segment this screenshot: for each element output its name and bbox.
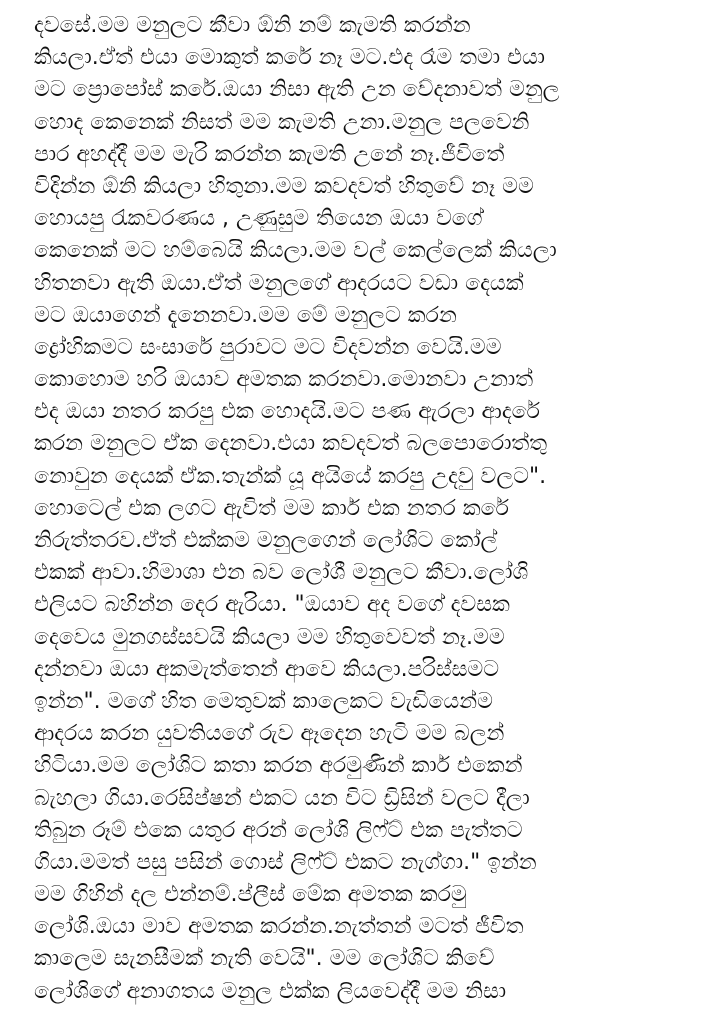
text-line: නොවුන දෙයක් ඒක.තැන්ක් යූ අයියේ කරපු උදවු වලට". bbox=[34, 463, 547, 489]
text-line: කාලෙම සැනසීමක් නැති වෙයි". මම ලෝශිට කිවේ bbox=[34, 946, 495, 972]
text-line: පාර අහද්දී මම මැරි කරන්න කැමති උනේ නෑ.ජීවිතේ bbox=[34, 141, 505, 167]
text-line: හිටියා.මම ලෝශිට කතා කරන අරමුණින් කාර් එකෙන් bbox=[34, 753, 523, 779]
text-line: තිබුන රූම් එකෙ යතුර අරන් ලෝශි ලිෆ්ට් එක පැත්තට bbox=[34, 817, 523, 843]
text-line: මට ඔයාගෙන් දැනෙනවා.මම මේ මනුලට කරන bbox=[34, 302, 457, 328]
text-line: බැහලා ගියා.රෙසිප්ෂන් එකට යන විට ඩ්‍රිසින් වලට දීලා bbox=[34, 785, 530, 811]
text-line: එකක් ආවා.හිමාශා එන බව ලෝශී මනුලට කීවා.ලෝශි bbox=[34, 560, 529, 586]
text-line: ආදරය කරන යුවතියගේ රුව ඈදෙන හැටි මම බලන් bbox=[34, 721, 505, 747]
text-line: හොද කෙනෙක් නිසත් මම කැමති උනා.මනුල පලවෙනි bbox=[34, 109, 530, 135]
text-line: නිරුත්තරව.ඒත් එක්කම මනුලගෙන් ලෝශිට කෝල් bbox=[34, 528, 498, 553]
text-line: කොහොම හරි ඔයාව අමතක කරනවා.මොනවා උනාත් bbox=[34, 367, 534, 393]
text-line: එද ඔයා නතර කරපු එක හොදයි.මට පණ ඇරලා ආදරේ bbox=[34, 399, 540, 425]
text-line: දවසේ.මම මනුලට කීවා ඕනි නම් කැමති කරන්න bbox=[34, 13, 471, 38]
text-line: කියලා.ඒත් එයා මොකුත් කරේ නෑ මට.එද රෑම තමා එයා bbox=[34, 45, 546, 71]
text-line: හොටෙල් එක ලගට ඇවිත් මම කාර් එක නතර කරේ bbox=[34, 495, 509, 521]
text-line: හිතනවා ඇති ඔයා.ඒත් මනුලගේ ආදරයට වඩා දෙයක් bbox=[34, 270, 524, 296]
text-line: මම ගිහින් දල එන්නම්.ප්ලීස් මේක අමතක කරමු bbox=[34, 882, 467, 908]
story-text bbox=[34, 10, 714, 1008]
text-line: ද්‍රෝහිකමට සංසාරේ පුරාවට මට විදවන්න වෙයි.මම bbox=[34, 334, 502, 360]
text-line: ඉන්න". මගේ හිත මෙතුවක් කාලෙකට වැඩියෙන්ම bbox=[34, 688, 493, 714]
text-line: ගියා.මමත් පසු පසින් ගොස් ලිෆ්ට් එකට නැග්ගා." ඉන්න bbox=[34, 849, 537, 875]
text-line: ලෝශි.ඔයා මාව අමතක කරන්න.නැත්තන් මටත් ජීවිත bbox=[34, 914, 524, 940]
text-line: එලියට බහින්න දෙර ඇරියා. "ඔයාව අද වගේ දවසක bbox=[34, 592, 510, 618]
text-line: මට ප්‍රොපෝස් කරේ.ඔයා නිසා ඇති උන වේදනාවත් මනුල bbox=[34, 77, 560, 103]
text-line: විදින්න ඕනි කියලා හිතුනා.මම කවදවත් හිතුවේ නෑ මම bbox=[34, 173, 534, 199]
text-line: කෙනෙක් මට හම්බෙයි කියලා.මම වල් කෙල්ලෙක් කියලා bbox=[34, 238, 557, 264]
text-line: කරන මනුලට ඒක දෙනවා.එයා කවදවත් බලපොරොත්තු bbox=[34, 431, 548, 457]
text-line: දන්නවා ඔයා අකමැත්තෙන් ආවෙ කියලා.පරිස්සමට bbox=[34, 656, 500, 682]
text-line: දෙවෙය මුනගස්සවයි කියලා මම හිතුවෙවත් නෑ.මම bbox=[34, 624, 505, 650]
text-line: ලෝශිගේ අනාගතය මනුල එක්ක ලියවෙද්දී මම නිසා bbox=[34, 978, 507, 1004]
text-line: හොයපු රැකවරණය , උණුසුම තියෙන ඔයා වගේ bbox=[34, 206, 483, 232]
